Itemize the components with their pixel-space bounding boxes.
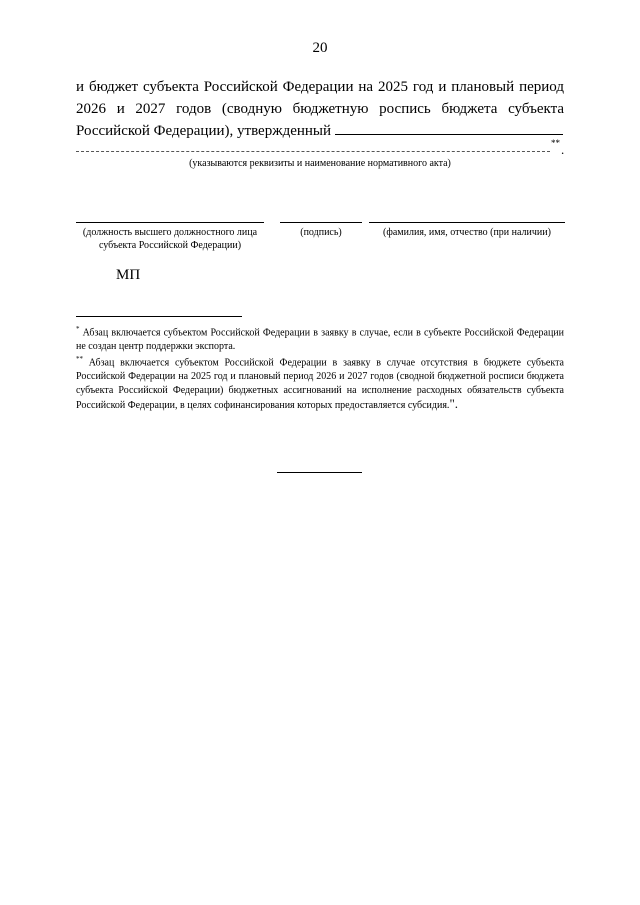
body-line-2	[76, 98, 564, 120]
footnote-1-text: Абзац включается субъектом Российской Федерации в заявку в случае, если в субъекте Российской Федерации не создан центр поддержки экспорта.	[76, 327, 565, 352]
footnote-1-mark: *	[76, 325, 80, 333]
footnote-2-mark: **	[76, 355, 83, 364]
act-fill-line	[76, 151, 550, 152]
body-paragraph	[76, 76, 564, 142]
signature-caption: (подпись)	[300, 227, 342, 238]
footnotes	[76, 323, 564, 413]
body-line-2-text: 2026 и 2027 годов (сводную бюджетную роспись бюджета субъекта	[76, 101, 564, 117]
end-rule	[277, 472, 362, 473]
act-caption: (указываются реквизиты и наименование нормативного акта)	[189, 158, 451, 169]
footnote-2-text: Абзац включается субъектом Российской Федерации в заявку в случае отсутствия в бюджете субъекта Российской Федерации на 2025 год и плановый период 2026 и 2027 годов (сводной бюджетной росписи бюджета субъекта Российской Федерации) бюджетных ассигнований на исполнение расходных обязательств субъекта Российской Федерации, в целях софинансирования которых предоставляется субсидия.	[76, 357, 564, 412]
stamp-place: МП	[116, 267, 141, 283]
footnote-1	[76, 323, 564, 353]
footnote-2	[76, 353, 564, 412]
signature-line	[280, 222, 362, 223]
body-line-3-text: Российской Федерации), утвержденный	[76, 123, 332, 139]
position-line	[76, 222, 264, 223]
name-caption: (фамилия, имя, отчество (при наличии)	[383, 227, 551, 238]
fill-end-dot: .	[561, 142, 565, 157]
footnote-2-end: ".	[449, 396, 458, 412]
position-caption: (должность высшего должностного лица субъекта Российской Федерации)	[82, 227, 258, 251]
approval-fill-line	[335, 122, 563, 135]
body-line-1-text: и бюджет субъекта Российской Федерации на 2025 год и плановый период	[76, 79, 564, 95]
body-line-3	[76, 120, 564, 142]
page-number: 20	[312, 40, 328, 56]
footnote-separator	[76, 316, 242, 317]
body-line-1	[76, 76, 564, 98]
fill-footnote-mark: **	[551, 138, 560, 148]
name-line	[369, 222, 565, 223]
